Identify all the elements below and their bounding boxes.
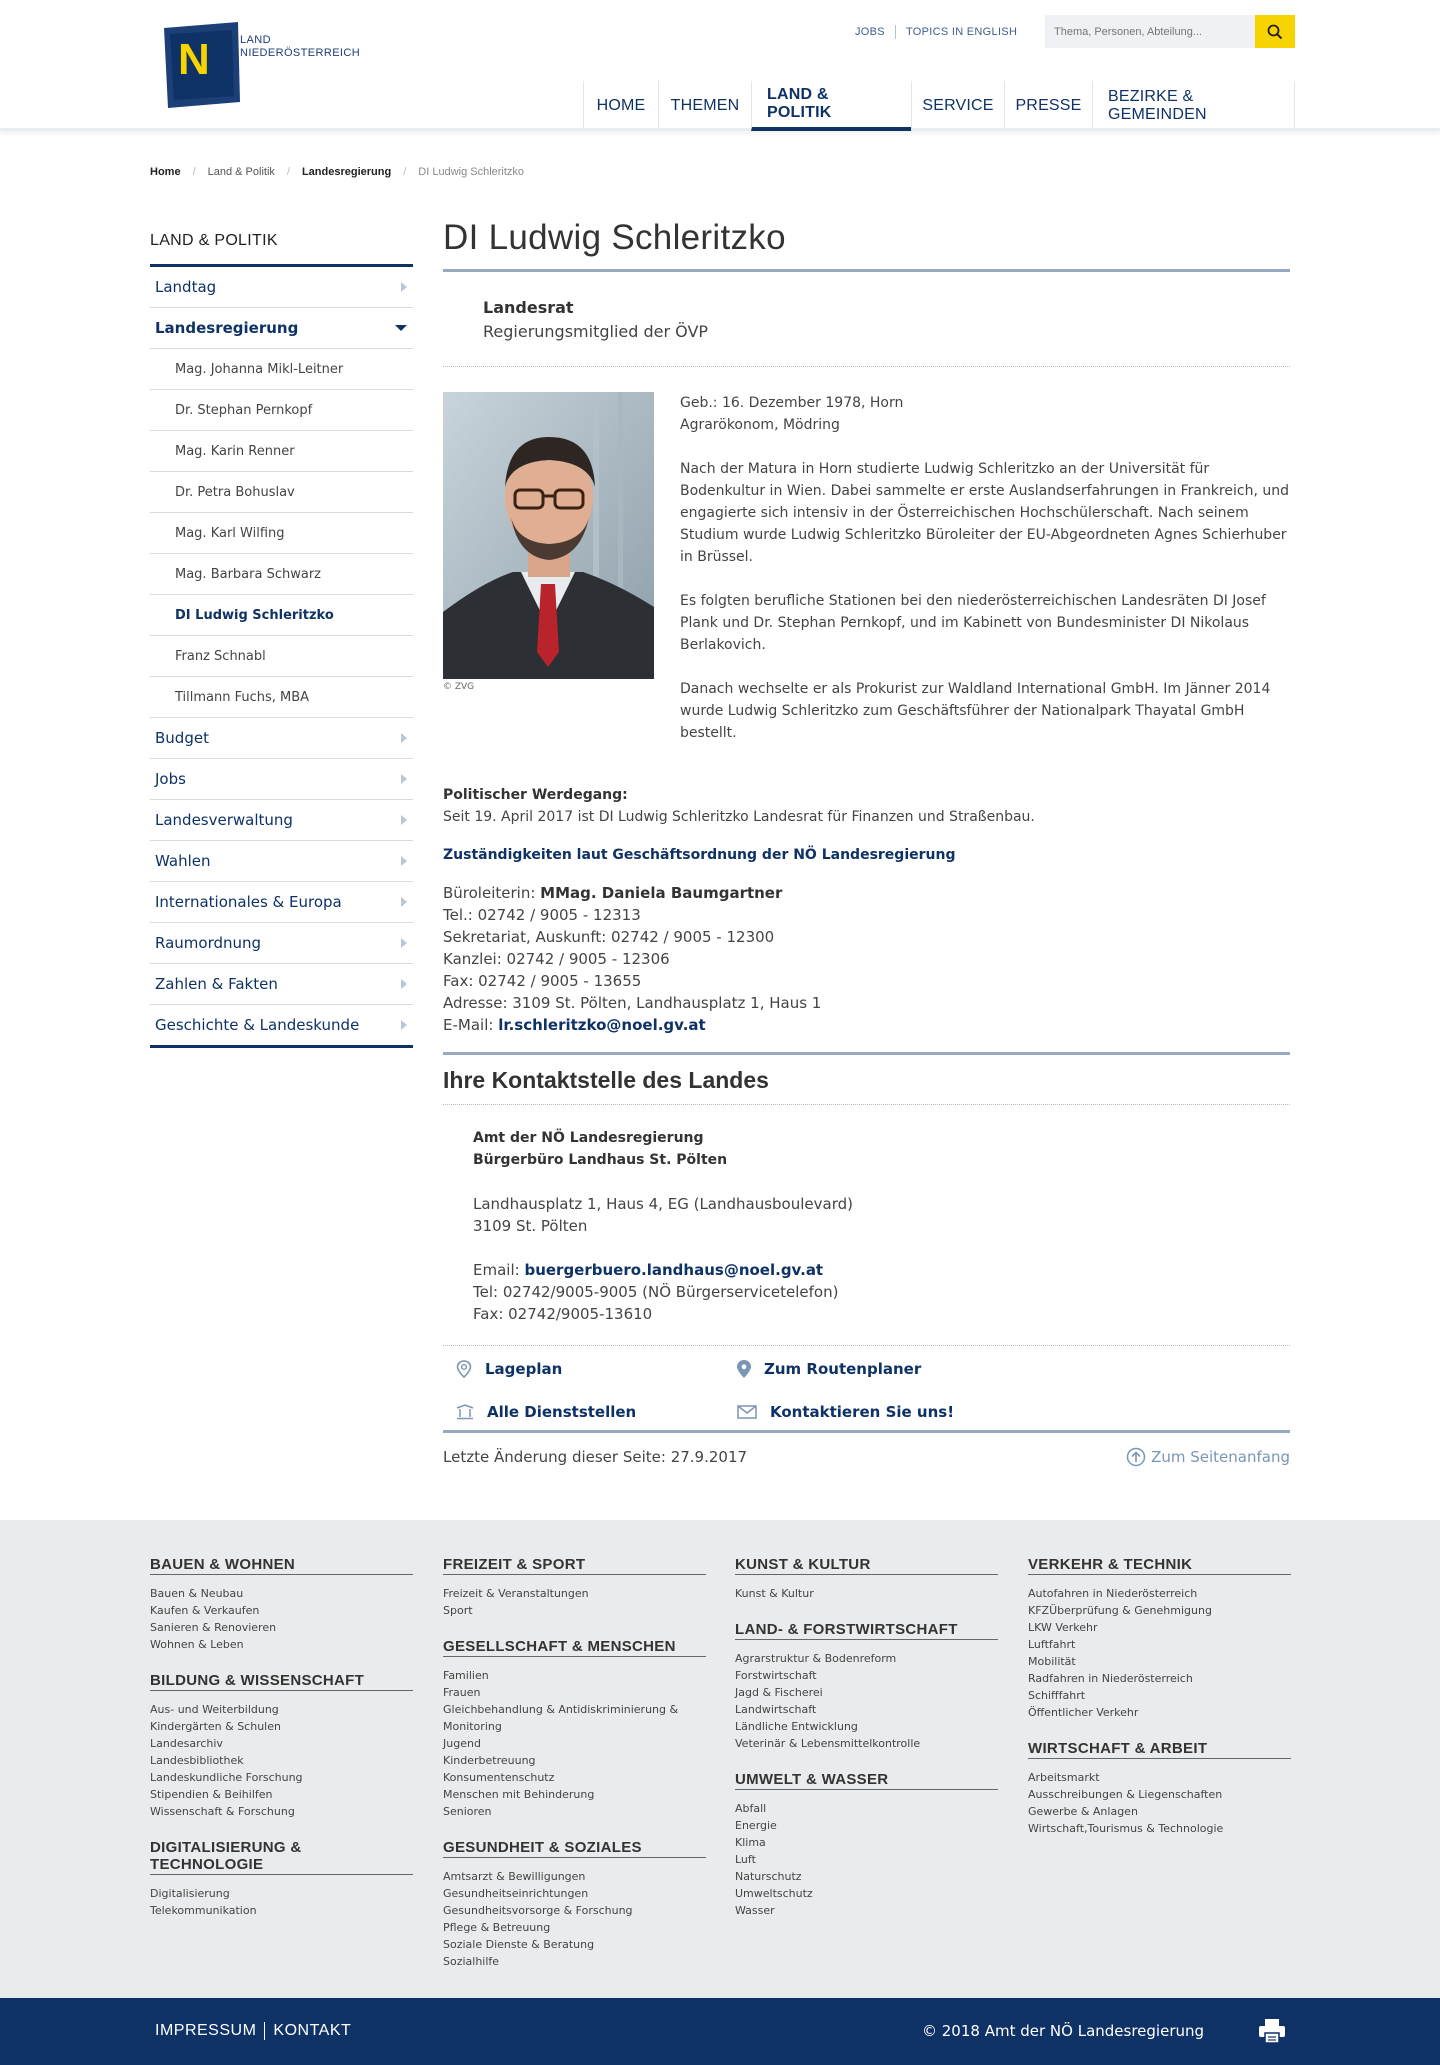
arrow-up-circle-icon bbox=[1126, 1447, 1146, 1467]
footer-group bbox=[443, 1839, 706, 1970]
footer-group bbox=[150, 1672, 413, 1820]
role-title: Landesrat bbox=[483, 298, 574, 317]
footer-link[interactable]: Naturschutz bbox=[735, 1870, 802, 1883]
nav-service[interactable]: SERVICE bbox=[911, 81, 1004, 131]
tel-line: Tel.: 02742 / 9005 - 12313 bbox=[443, 906, 641, 924]
sidebar-item-budget[interactable]: Budget bbox=[150, 718, 413, 759]
footer-link[interactable]: Landesarchiv bbox=[150, 1737, 223, 1750]
search-icon bbox=[1267, 24, 1283, 40]
bio-paragraph: Danach wechselte er als Prokurist zur Waldland International GmbH. Im Jänner 2014 wurde Ludwig Schleritzko zum Geschäftsführer der Nationalpark Thayatal GmbH bestellt. bbox=[680, 681, 1271, 741]
footer-list bbox=[443, 1667, 706, 1820]
breadcrumb: Home / Land & Politik / Landesregierung / DI Ludwig Schleritzko bbox=[150, 166, 525, 178]
chevron-right-icon bbox=[401, 774, 407, 784]
footer-list bbox=[443, 1868, 706, 1970]
footer-link[interactable]: Sozialhilfe bbox=[443, 1955, 500, 1968]
footer-link[interactable]: Soziale Dienste & Beratung bbox=[443, 1938, 595, 1951]
footer-heading[interactable]: BAUEN & WOHNEN bbox=[150, 1556, 413, 1575]
sidebar bbox=[150, 232, 413, 1048]
sidebar-subitem[interactable]: Dr. Petra Bohuslav bbox=[150, 472, 413, 513]
site-header bbox=[0, 0, 1440, 131]
footer-heading[interactable]: KUNST & KULTUR bbox=[735, 1556, 998, 1575]
footer-list bbox=[150, 1585, 413, 1653]
footer-link[interactable]: Energie bbox=[735, 1819, 777, 1832]
footer-link[interactable]: Öffentlicher Verkehr bbox=[1028, 1706, 1139, 1719]
footer-heading[interactable]: VERKEHR & TECHNIK bbox=[1028, 1556, 1291, 1575]
footer-heading[interactable]: WIRTSCHAFT & ARBEIT bbox=[1028, 1740, 1291, 1759]
building-icon bbox=[456, 1404, 474, 1420]
footer-link[interactable]: Ländliche Entwicklung bbox=[735, 1720, 858, 1733]
logo-letter: N bbox=[178, 35, 210, 84]
page-title: DI Ludwig Schleritzko bbox=[443, 214, 1290, 272]
footer-link[interactable]: Radfahren in Niederösterreich bbox=[1028, 1672, 1193, 1685]
map-pin-icon bbox=[456, 1360, 472, 1378]
adresse-line: Adresse: 3109 St. Pölten, Landhausplatz 1, Haus 1 bbox=[443, 994, 822, 1012]
footer-heading[interactable]: LAND- & FORSTWIRTSCHAFT bbox=[735, 1621, 998, 1640]
breadcrumb-land-politik[interactable]: Land & Politik bbox=[207, 166, 275, 178]
email-link[interactable]: lr.schleritzko@noel.gv.at bbox=[498, 1016, 706, 1034]
footer-col-4 bbox=[1028, 1556, 1291, 1837]
zustaendigkeiten-link[interactable]: Zuständigkeiten laut Geschäftsordnung der NÖ Landesregierung bbox=[443, 847, 956, 863]
sidebar-subitem[interactable]: Mag. Barbara Schwarz bbox=[150, 554, 413, 595]
footer-link[interactable]: LKW Verkehr bbox=[1028, 1621, 1098, 1634]
sidebar-item-wahlen[interactable]: Wahlen bbox=[150, 841, 413, 882]
footer-link[interactable]: Agrarstruktur & Bodenreform bbox=[735, 1652, 897, 1665]
footer-heading[interactable]: DIGITALISIERUNG & TECHNOLOGIE bbox=[150, 1839, 413, 1875]
footer-link[interactable]: Konsumentenschutz bbox=[443, 1771, 555, 1784]
bottom-bar bbox=[0, 1998, 1440, 2065]
main-content bbox=[443, 214, 1290, 1467]
sidebar-item-landtag[interactable]: Landtag bbox=[150, 267, 413, 308]
footer-list bbox=[150, 1701, 413, 1820]
sidebar-item-zahlen-fakten[interactable]: Zahlen & Fakten bbox=[150, 964, 413, 1005]
footer-col-2 bbox=[443, 1556, 706, 1970]
footer-link[interactable]: Pflege & Betreuung bbox=[443, 1921, 551, 1934]
sidebar-subitem-current[interactable]: DI Ludwig Schleritzko bbox=[150, 595, 413, 636]
impressum-link[interactable]: IMPRESSUM bbox=[155, 2022, 257, 2039]
footer-link[interactable]: Freizeit & Veranstaltungen bbox=[443, 1587, 589, 1600]
breadcrumb-home[interactable]: Home bbox=[150, 166, 181, 178]
chevron-down-icon bbox=[395, 325, 407, 331]
footer-link[interactable]: Forstwirtschaft bbox=[735, 1669, 817, 1682]
sidebar-subitem[interactable]: Dr. Stephan Pernkopf bbox=[150, 390, 413, 431]
kontakt-link[interactable]: KONTAKT bbox=[264, 2022, 359, 2040]
bio-paragraph: Es folgten berufliche Stationen bei den niederösterreichischen Landesräten DI Josef Plank und Dr. Stephan Pernkopf, und im Kabinett von Bundesminister DI Nikolaus Berlakovich. bbox=[680, 593, 1266, 653]
footer-link[interactable]: Gleichbehandlung & Antidiskriminierung & Monitoring bbox=[443, 1703, 679, 1733]
kontaktieren-link[interactable]: Kontaktieren Sie uns! bbox=[737, 1401, 1037, 1422]
routenplaner-link[interactable]: Zum Routenplaner bbox=[737, 1358, 1037, 1379]
top-link-jobs[interactable]: JOBS bbox=[855, 26, 885, 38]
chevron-right-icon bbox=[401, 282, 407, 292]
footer-link[interactable]: Klima bbox=[735, 1836, 766, 1849]
footer-list bbox=[443, 1585, 706, 1619]
footer-list bbox=[735, 1585, 998, 1602]
footer-link[interactable]: Wirtschaft,Tourismus & Technologie bbox=[1028, 1822, 1224, 1835]
chevron-right-icon bbox=[401, 1020, 407, 1030]
footer-link[interactable]: Stipendien & Beihilfen bbox=[150, 1788, 273, 1801]
footer-group bbox=[443, 1638, 706, 1820]
chevron-right-icon bbox=[401, 897, 407, 907]
footer-link[interactable]: Jagd & Fischerei bbox=[735, 1686, 823, 1699]
footer-link[interactable]: Kindergärten & Schulen bbox=[150, 1720, 281, 1733]
werdegang-label: Politischer Werdegang: bbox=[443, 787, 628, 803]
mail-icon bbox=[737, 1405, 757, 1419]
footer-link[interactable]: Veterinär & Lebensmittelkontrolle bbox=[735, 1737, 921, 1750]
footer-link[interactable]: Sanieren & Renovieren bbox=[150, 1621, 277, 1634]
sidebar-title: LAND & POLITIK bbox=[150, 232, 413, 267]
chevron-right-icon bbox=[401, 733, 407, 743]
footer-link[interactable]: Luft bbox=[735, 1853, 756, 1866]
footer-group bbox=[735, 1556, 998, 1602]
kontakt-body: Amt der NÖ Landesregierung Bürgerbüro Landhaus St. Pölten Landhausplatz 1, Haus 4, EG (Landhausboulevard) 3109 St. Pölten Email: buergerbuero.landhaus@noel.gv.at Tel: 02742/9005-9005 (NÖ Bürgerservicetelefon) Fax: 02742/9005-13610 bbox=[443, 1105, 1290, 1346]
photo-credit: © ZVG bbox=[443, 682, 475, 692]
fax-line: Fax: 02742 / 9005 - 13655 bbox=[443, 972, 642, 990]
footer-link[interactable]: Senioren bbox=[443, 1805, 492, 1818]
search-box bbox=[1045, 15, 1295, 48]
footer-group bbox=[443, 1556, 706, 1619]
chevron-right-icon bbox=[401, 815, 407, 825]
nav-land-politik[interactable]: LAND & POLITIK bbox=[751, 81, 911, 131]
contact-details: Büroleiterin: MMag. Daniela Baumgartner Tel.: 02742 / 9005 - 12313 Sekretariat, Auskunft: 02742 / 9005 - 12300 Kanzlei: 02742 / 9005 - 12306 Fax: 02742 / 9005 - 13655 Adresse: 3109 St. Pölten, Landhausplatz 1, Haus 1 E-Mail: lr.schleritzko@noel.gv.at bbox=[443, 882, 1290, 1036]
location-marker-icon bbox=[737, 1360, 751, 1378]
bio-section bbox=[443, 392, 1290, 744]
nav-themen[interactable]: THEMEN bbox=[658, 81, 751, 131]
footer-link[interactable]: Wissenschaft & Forschung bbox=[150, 1805, 295, 1818]
bueroleiterin-name: MMag. Daniela Baumgartner bbox=[540, 884, 783, 902]
sidebar-item-landesregierung[interactable]: Landesregierung bbox=[150, 308, 413, 349]
role-box bbox=[443, 272, 1290, 367]
dienststellen-link[interactable]: Alle Dienststellen bbox=[456, 1401, 737, 1422]
logo-text: LAND NIEDERÖSTERREICH bbox=[240, 34, 361, 59]
footer-group bbox=[735, 1771, 998, 1919]
sidebar-subitem[interactable]: Mag. Karl Wilfing bbox=[150, 513, 413, 554]
sidebar-subitem[interactable]: Franz Schnabl bbox=[150, 636, 413, 677]
footer-list bbox=[150, 1885, 413, 1919]
bottom-links bbox=[155, 2022, 359, 2040]
footer-link[interactable]: Menschen mit Behinderung bbox=[443, 1788, 595, 1801]
footer-link[interactable]: Familien bbox=[443, 1669, 489, 1682]
last-modified-bar bbox=[443, 1447, 1290, 1467]
kontakt-heading: Ihre Kontaktstelle des Landes bbox=[443, 1052, 1290, 1105]
role-subtitle: Regierungsmitglied der ÖVP bbox=[483, 322, 709, 341]
search-button[interactable] bbox=[1255, 15, 1295, 48]
footer-link[interactable]: Bauen & Neubau bbox=[150, 1587, 244, 1600]
footer-link[interactable]: Schifffahrt bbox=[1028, 1689, 1086, 1702]
footer-group bbox=[150, 1556, 413, 1653]
kontakt-links bbox=[443, 1346, 1290, 1433]
footer-link[interactable]: Digitalisierung bbox=[150, 1887, 230, 1900]
footer-heading[interactable]: UMWELT & WASSER bbox=[735, 1771, 998, 1790]
footer-link[interactable]: Jugend bbox=[443, 1737, 481, 1750]
breadcrumb-landesregierung[interactable]: Landesregierung bbox=[301, 166, 392, 178]
footer-list bbox=[1028, 1585, 1291, 1721]
footer-link[interactable]: Aus- und Weiterbildung bbox=[150, 1703, 279, 1716]
werdegang-section bbox=[443, 784, 1290, 828]
footer-group bbox=[1028, 1740, 1291, 1837]
footer-link[interactable]: Umweltschutz bbox=[735, 1887, 813, 1900]
footer-link[interactable]: Gesundheitseinrichtungen bbox=[443, 1887, 589, 1900]
footer-link[interactable]: Sport bbox=[443, 1604, 473, 1617]
footer-link[interactable]: Wohnen & Leben bbox=[150, 1638, 244, 1651]
sidebar-subitem[interactable]: Tillmann Fuchs, MBA bbox=[150, 677, 413, 718]
kontakt-email-link[interactable]: buergerbuero.landhaus@noel.gv.at bbox=[524, 1261, 824, 1279]
footer-link[interactable]: Gewerbe & Anlagen bbox=[1028, 1805, 1138, 1818]
footer-link[interactable]: KFZÜberprüfung & Genehmigung bbox=[1028, 1604, 1212, 1617]
footer-link[interactable]: Kinderbetreuung bbox=[443, 1754, 536, 1767]
sidebar-item-raumordnung[interactable]: Raumordnung bbox=[150, 923, 413, 964]
footer-heading[interactable]: FREIZEIT & SPORT bbox=[443, 1556, 706, 1575]
last-modified: Letzte Änderung dieser Seite: 27.9.2017 bbox=[443, 1448, 748, 1466]
chevron-right-icon bbox=[401, 979, 407, 989]
bio-text: Geb.: 16. Dezember 1978, Horn Agrarökonom, Mödring Nach der Matura in Horn studierte Ludwig Schleritzko an der Universität für Bodenkultur in Wien. Dabei sammelte er erste Auslandserfahrungen in Frankreich, und engagierte sich intensiv in der Österreichischen Hochschülerschaft. Nach seinem Studium wurde Ludwig Schleritzko Büroleiter der EU-Abgeordneten Agnes Schierhuber in Brüssel. Es folgten berufliche Stationen bei den niederösterreichischen Landesräten DI Josef Plank und Dr. Stephan Pernkopf, und im Kabinett von Bundesminister DI Nikolaus Berlakovich. Danach wechselte er als Prokurist zur Waldland International GmbH. Im Jänner 2014 wurde Ludwig Schleritzko zum Geschäftsführer der Nationalpark Thayatal GmbH bestellt. bbox=[680, 392, 1290, 744]
footer-copyright: © 2018 Amt der NÖ Landesregierung bbox=[922, 2022, 1205, 2040]
footer-link[interactable]: Arbeitsmarkt bbox=[1028, 1771, 1100, 1784]
to-top-link[interactable]: Zum Seitenanfang bbox=[1126, 1447, 1290, 1467]
footer-link[interactable]: Wasser bbox=[735, 1904, 775, 1917]
sidebar-divider bbox=[150, 1045, 413, 1048]
footer-link[interactable]: Ausschreibungen & Liegenschaften bbox=[1028, 1788, 1223, 1801]
nav-bezirke[interactable]: BEZIRKE & GEMEINDEN bbox=[1092, 81, 1295, 131]
chevron-right-icon bbox=[401, 938, 407, 948]
footer-link[interactable]: Autofahren in Niederösterreich bbox=[1028, 1587, 1198, 1600]
top-link-english[interactable]: TOPICS IN ENGLISH bbox=[895, 25, 1027, 39]
footer-link[interactable]: Kunst & Kultur bbox=[735, 1587, 814, 1600]
breadcrumb-current: DI Ludwig Schleritzko bbox=[418, 166, 525, 178]
sidebar-subitem[interactable]: Mag. Johanna Mikl-Leitner bbox=[150, 349, 413, 390]
footer-list bbox=[1028, 1769, 1291, 1837]
footer-group bbox=[735, 1621, 998, 1752]
portrait-image bbox=[443, 392, 654, 679]
footer-link[interactable]: Luftfahrt bbox=[1028, 1638, 1076, 1651]
lageplan-link[interactable]: Lageplan bbox=[456, 1358, 737, 1379]
sekretariat-line: Sekretariat, Auskunft: 02742 / 9005 - 12300 bbox=[443, 928, 775, 946]
main-nav bbox=[583, 81, 1295, 131]
footer-link[interactable]: Abfall bbox=[735, 1802, 767, 1815]
footer-link[interactable]: Mobilität bbox=[1028, 1655, 1076, 1668]
footer-link[interactable]: Amtsarzt & Bewilligungen bbox=[443, 1870, 586, 1883]
bio-paragraph: Nach der Matura in Horn studierte Ludwig Schleritzko an der Universität für Bodenkultur in Wien. Dabei sammelte er erste Auslandserfahrungen in Frankreich, und engagierte sich intensiv in der Österreichischen Hochschülerschaft. Nach seinem Studium wurde Ludwig Schleritzko Büroleiter der EU-Abgeordneten Agnes Schierhuber in Brüssel. bbox=[680, 461, 1289, 565]
sidebar-subitem[interactable]: Mag. Karin Renner bbox=[150, 431, 413, 472]
nav-presse[interactable]: PRESSE bbox=[1004, 81, 1092, 131]
footer-link[interactable]: Gesundheitsvorsorge & Forschung bbox=[443, 1904, 633, 1917]
footer-heading[interactable]: GESELLSCHAFT & MENSCHEN bbox=[443, 1638, 706, 1657]
sidebar-item-landesverwaltung[interactable]: Landesverwaltung bbox=[150, 800, 413, 841]
footer-link[interactable]: Kaufen & Verkaufen bbox=[150, 1604, 260, 1617]
print-icon[interactable] bbox=[1258, 2018, 1286, 2048]
nav-home[interactable]: HOME bbox=[583, 81, 658, 131]
footer-group bbox=[1028, 1556, 1291, 1721]
kanzlei-line: Kanzlei: 02742 / 9005 - 12306 bbox=[443, 950, 670, 968]
sidebar-item-geschichte[interactable]: Geschichte & Landeskunde bbox=[150, 1005, 413, 1046]
logo-icon[interactable] bbox=[160, 22, 240, 108]
footer-link[interactable]: Landesbibliothek bbox=[150, 1754, 244, 1767]
footer-group bbox=[150, 1839, 413, 1919]
search-input[interactable] bbox=[1045, 15, 1255, 48]
footer-list bbox=[735, 1800, 998, 1919]
footer-link[interactable]: Frauen bbox=[443, 1686, 481, 1699]
sidebar-item-jobs[interactable]: Jobs bbox=[150, 759, 413, 800]
footer-heading[interactable]: BILDUNG & WISSENSCHAFT bbox=[150, 1672, 413, 1691]
footer-heading[interactable]: GESUNDHEIT & SOZIALES bbox=[443, 1839, 706, 1858]
footer bbox=[0, 1520, 1440, 1998]
footer-link[interactable]: Landwirtschaft bbox=[735, 1703, 817, 1716]
footer-link[interactable]: Landeskundliche Forschung bbox=[150, 1771, 303, 1784]
werdegang-text: Seit 19. April 2017 ist DI Ludwig Schleritzko Landesrat für Finanzen und Straßenbau. bbox=[443, 809, 1035, 825]
footer-link[interactable]: Telekommunikation bbox=[150, 1904, 257, 1917]
footer-col-3 bbox=[735, 1556, 998, 1919]
footer-list bbox=[735, 1650, 998, 1752]
footer-col-1 bbox=[150, 1556, 413, 1919]
top-links bbox=[845, 25, 1027, 39]
sidebar-item-internationales[interactable]: Internationales & Europa bbox=[150, 882, 413, 923]
chevron-right-icon bbox=[401, 856, 407, 866]
